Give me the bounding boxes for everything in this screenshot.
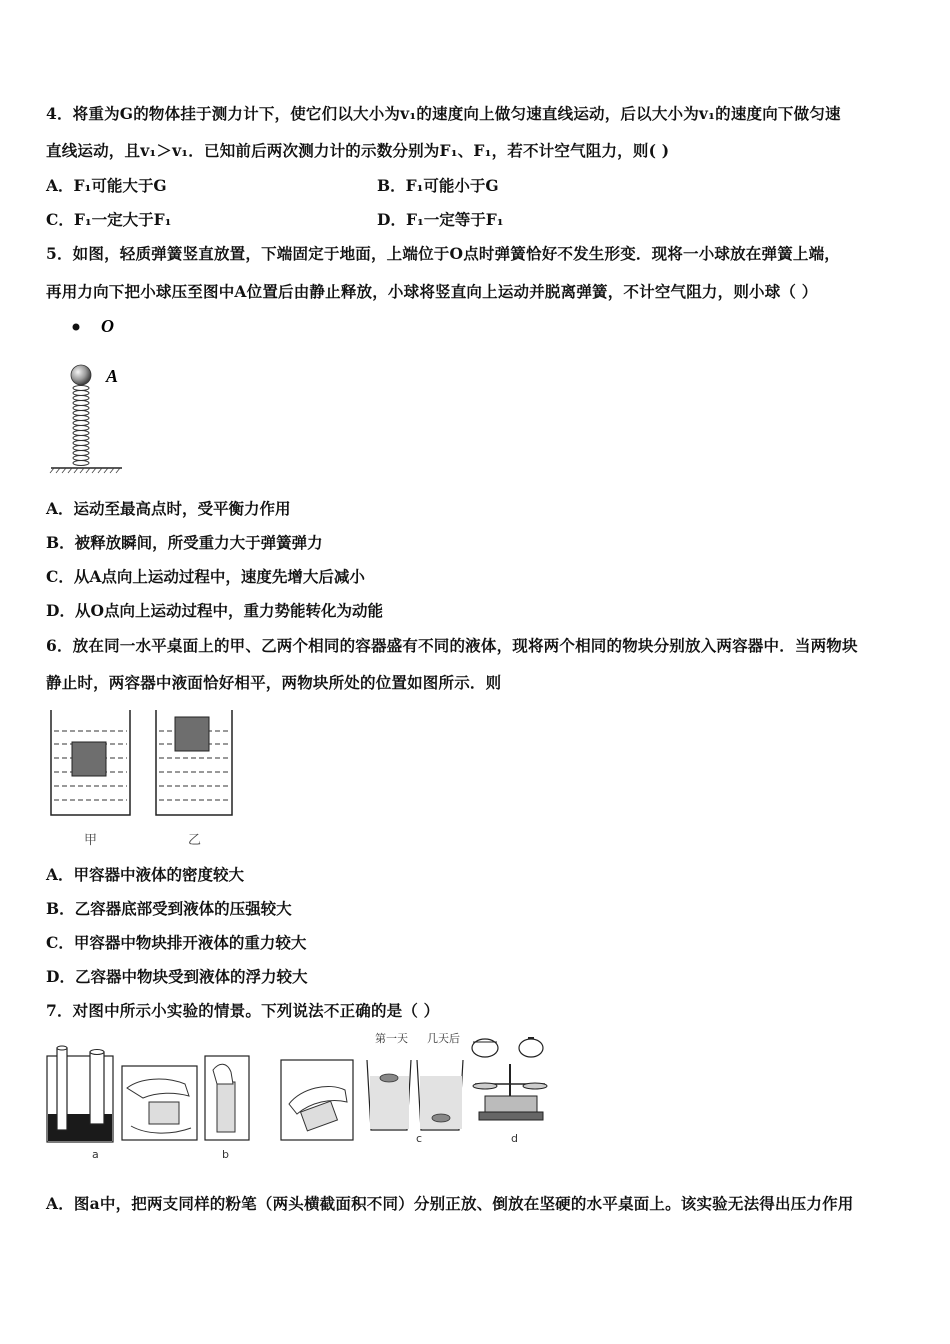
label-jia: 甲 [84,833,98,848]
panel-c [367,1032,463,1145]
q6-option-b[interactable]: B．乙容器底部受到液体的压强较大 [46,899,292,918]
q6-containers-figure [46,702,236,852]
q4-option-d[interactable]: D．F₁一定等于F₁ [377,210,504,229]
container-right [156,710,232,815]
q5-option-b[interactable]: B．被释放瞬间，所受重力大于弹簧弹力 [46,533,323,552]
label-b: b [222,1148,229,1161]
q7-stem-line1: 7．对图中所示小实验的情景。下列说法不正确的是（ ） [46,1001,440,1020]
q6-stem-line1: 6．放在同一水平桌面上的甲、乙两个相同的容器盛有不同的液体，现将两个相同的物块分别放入两容器中．当两物块 [46,636,858,655]
q4-option-c[interactable]: C．F₁一定大于F₁ [46,210,172,229]
q5-option-a[interactable]: A．运动至最高点时，受平衡力作用 [46,499,291,518]
q5-spring-figure [46,310,146,480]
label-o: O [101,316,114,336]
ball [71,365,91,385]
label-d: d [511,1132,518,1145]
q7-option-a[interactable]: A．图a中，把两支同样的粉笔（两头横截面积不同）分别正放、倒放在坚硬的水平桌面上。该实验无法得出压力作用 [46,1194,854,1213]
panel-d [472,1038,547,1145]
q4-option-b[interactable]: B．F₁可能小于G [377,176,499,195]
block-right [175,717,209,751]
label-yi: 乙 [188,833,202,848]
label-day1: 第一天 [375,1032,408,1045]
q4-option-a[interactable]: A．F₁可能大于G [46,176,167,195]
q6-option-c[interactable]: C．甲容器中物块排开液体的重力较大 [46,933,307,952]
panel-a [47,1046,113,1161]
q7-experiments-figure [45,1030,550,1162]
panel-b [122,1056,353,1161]
label-a: a [92,1148,99,1161]
q5-option-c[interactable]: C．从A点向上运动过程中，速度先增大后减小 [46,567,365,586]
q6-option-d[interactable]: D．乙容器中物块受到液体的浮力较大 [46,967,308,986]
label-a: A [106,366,119,386]
label-c: c [416,1132,423,1145]
q4-stem-line1: 4．将重为G的物体挂于测力计下，使它们以大小为v₁的速度向上做匀速直线运动，后以大小为v₁的速度向下做匀速 [46,104,841,123]
spring-coil [73,386,89,466]
q6-option-a[interactable]: A．甲容器中液体的密度较大 [46,865,245,884]
block-left [72,742,106,776]
q4-stem-line2: 直线运动，且v₁＞v₁．已知前后两次测力计的示数分别为F₁、F₁，若不计空气阻力，则( ) [46,141,670,160]
label-days-later: 几天后 [427,1032,460,1045]
q5-stem-line1: 5．如图，轻质弹簧竖直放置，下端固定于地面，上端位于O点时弹簧恰好不发生形变．现将一小球放在弹簧上端， [46,244,840,263]
point-o-dot [73,324,80,331]
q5-option-d[interactable]: D．从O点向上运动过程中，重力势能转化为动能 [46,601,383,620]
q5-stem-line2: 再用力向下把小球压至图中A位置后由静止释放，小球将竖直向上运动并脱离弹簧，不计空气阻力，则小球（ ） [46,282,818,301]
q6-stem-line2: 静止时，两容器中液面恰好相平，两物块所处的位置如图所示．则 [46,673,502,692]
container-left [51,710,130,815]
